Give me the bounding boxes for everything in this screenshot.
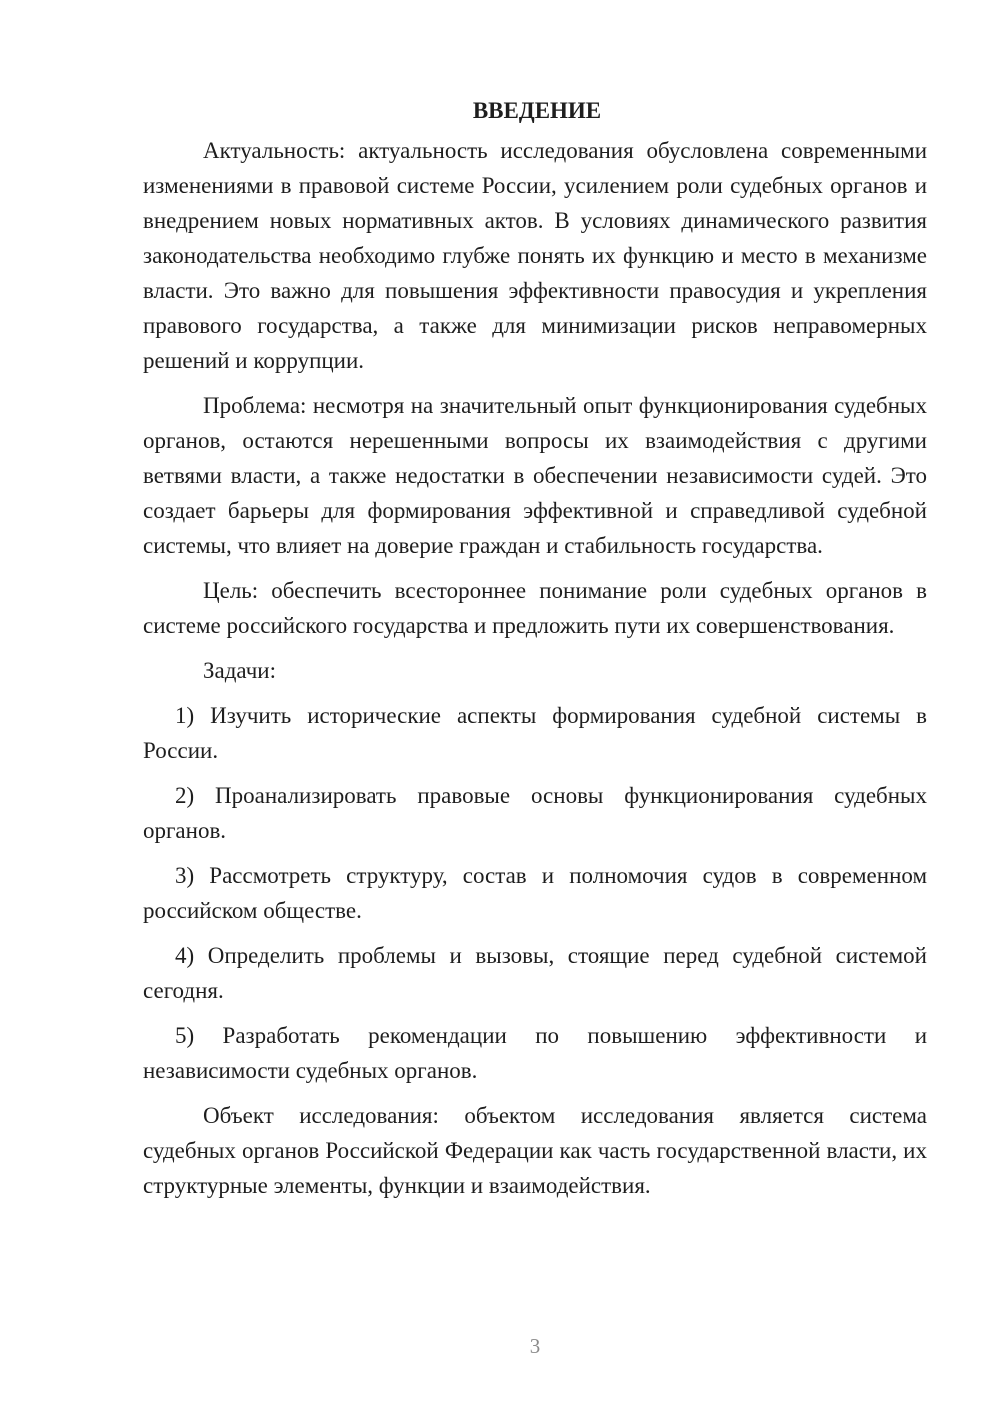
task-item-3: 3) Рассмотреть структуру, состав и полномочия судов в современном российском обществе. — [143, 863, 927, 923]
task-item-4: 4) Определить проблемы и вызовы, стоящие перед судебной системой сегодня. — [143, 943, 927, 1003]
task-item-5: 5) Разработать рекомендации по повышению эффективности и независимости судебных органов. — [143, 1023, 927, 1083]
object-paragraph: Объект исследования: объектом исследования является система судебных органов Российской Федерации как часть государственной власти, их структурные элементы, функции и взаимодействия. — [143, 1103, 927, 1198]
task-item-1: 1) Изучить исторические аспекты формирования судебной системы в России. — [143, 703, 927, 763]
section-title: ВВЕДЕНИЕ — [472, 98, 602, 123]
relevance-paragraph: Актуальность: актуальность исследования обусловлена современными изменениями в правовой системе России, усилением роли судебных органов и внедрением новых нормативных актов. В условиях динамического развития законодательства необходимо глубже понять их функцию и место в механизме власти. Это важно для повышения эффективности правосудия и укрепления правового государства, а также для минимизации рисков неправомерных решений и коррупции. — [143, 138, 927, 373]
tasks-heading: Задачи: — [203, 658, 276, 683]
problem-paragraph: Проблема: несмотря на значительный опыт функционирования судебных органов, остаются нерешенными вопросы их взаимодействия с другими ветвями власти, а также недостатки в обеспечении независимости судей. Это создает барьеры для формирования эффективной и справедливой судебной системы, что влияет на доверие граждан и стабильность государства. — [143, 393, 927, 558]
document-body — [143, 93, 927, 1213]
goal-paragraph: Цель: обеспечить всестороннее понимание роли судебных органов в системе российского государства и предложить пути их совершенствования. — [143, 578, 927, 638]
task-item-2: 2) Проанализировать правовые основы функционирования судебных органов. — [143, 783, 927, 843]
page-number: 3 — [529, 1334, 541, 1358]
